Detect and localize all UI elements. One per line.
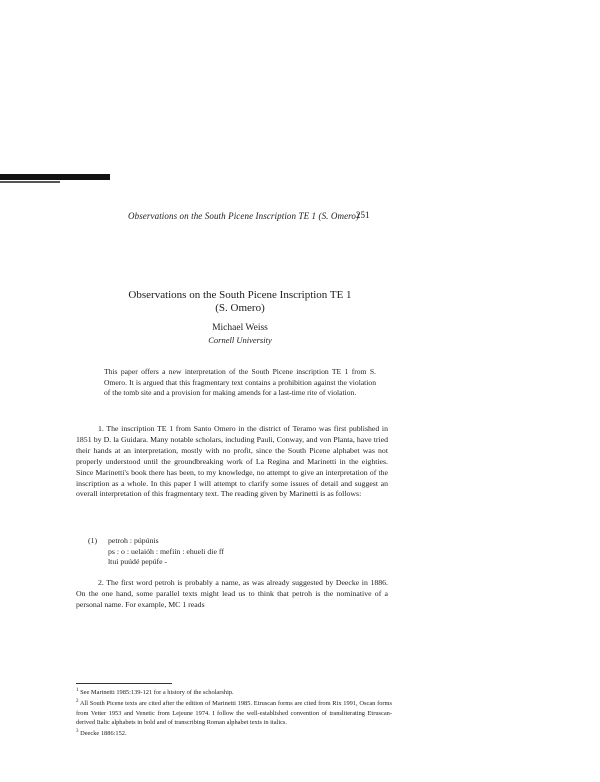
author-affiliation: Cornell University xyxy=(208,335,272,345)
abstract: This paper offers a new interpretation of the South Picene inscription TE 1 from S. Omero. It is argued that this fragmentary text contains a prohibition against the violation of the tomb site and a provision for making amends for a last-time rite of violation. xyxy=(104,367,376,398)
footnote-text: All South Picene texts are cited after the edition of Marinetti 1985. Etruscan forms are cited from Rix 1991, Oscan forms from Vetter 1953 and Venetic from Lejeune 1974. I follow the well-established convention of transliterating Etruscan-derived Italic alphabets in bold and of transcribing Roman alphabet texts in italics. xyxy=(76,700,392,726)
running-header: Observations on the South Picene Inscription TE 1 (S. Omero) xyxy=(128,211,360,221)
example-line: petroh : púpúnis xyxy=(108,536,159,545)
page-number: 251 xyxy=(356,210,370,220)
body-paragraph-2: 2. The first word petroh is probably a name, as was already suggested by Deecke in 1886. On the one hand, some parallel texts might lead us to think that petroh is the nominative of a personal name. For example, MC 1 reads xyxy=(76,578,388,609)
footnote-mark: 2 xyxy=(76,699,79,705)
article-title-line1: Observations on the South Picene Inscription TE 1 xyxy=(128,289,352,301)
example-line: ps : o : uelaióh : mefiín : ehueli die ff xyxy=(108,546,224,556)
article-title-line2: (S. Omero) xyxy=(215,302,265,314)
footnote xyxy=(76,727,392,738)
footnote xyxy=(76,686,392,697)
footnote-text: Deecke 1886:152. xyxy=(80,730,127,738)
example-line: ltui puúdé pepúfe - xyxy=(108,557,168,567)
scan-edge-mark xyxy=(0,174,110,180)
body-paragraph-1: 1. The inscription TE 1 from Santo Omero in the district of Teramo was first published in 1851 by D. la Guidara. Many notable scholars, including Pauli, Conway, and von Planta, have tried their hands at an interpretation, mostly with no profit, since the South Picene alphabet was not properly understood until the groundbreaking work of La Regina and Marinetti in the eighties. Since Marinetti's book there has been, to my knowledge, no attempt to give an interpretation of the inscription as a whole. In this paper I will attempt to clarify some issues of detail and suggest an overall interpretation of this fragmentary text. The reading given by Marinetti is as follows: xyxy=(76,424,388,499)
footnotes xyxy=(76,686,392,738)
footnote-divider xyxy=(76,683,172,684)
author-name: Michael Weiss xyxy=(212,323,268,333)
article-title xyxy=(95,289,385,315)
example-number: (1) xyxy=(88,536,98,545)
footnote xyxy=(76,697,392,727)
footnote-text: See Marinetti 1985:139-121 for a history of the scholarship. xyxy=(80,689,234,697)
scan-edge-mark-secondary xyxy=(0,181,60,183)
footnote-mark: 1 xyxy=(76,688,79,693)
footnote-mark: 3 xyxy=(76,729,79,735)
example-lines xyxy=(108,536,348,568)
